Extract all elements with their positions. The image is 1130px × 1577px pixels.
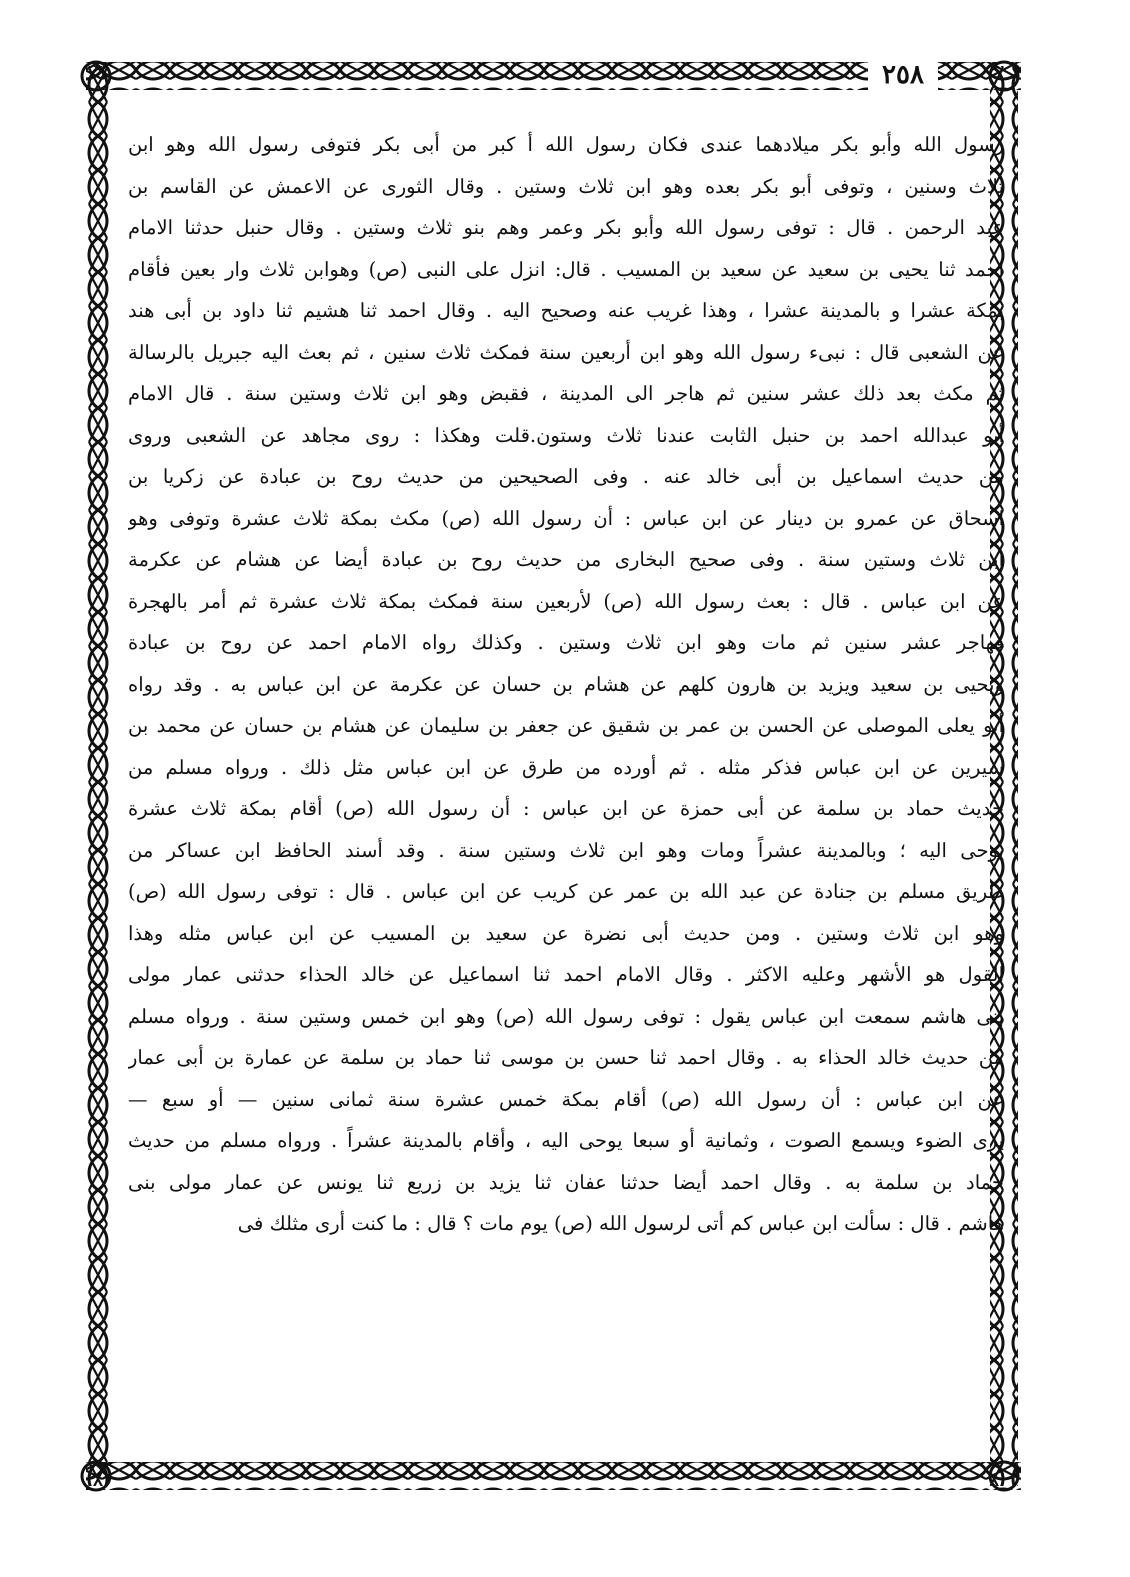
text-line: احمد ثنا يحيى بن سعيد عن سعيد بن المسيب . قال: انزل على النبى (ص) وهوابن ثلاث وار بعين فأقام [128,257,1004,281]
text-line: سيرين عن ابن عباس فذكر مثله . ثم أورده من طرق عن ابن عباس مثل ذلك . ورواه مسلم من [128,755,1004,779]
text-line: فهاجر عشر سنين ثم مات وهو ابن ثلاث وستين . وكذلك رواه الامام احمد عن روح بن عبادة [128,631,1004,654]
text-line: القول هو الأشهر وعليه الاكثر . وقال الامام احمد ثنا اسماعيل عن خالد الحذاء حدثنى عمار مولى [128,963,1004,986]
text-line: بنى هاشم سمعت ابن عباس يقول : توفى رسول الله (ص) وهو ابن خمس وستين سنة . ورواه مسلم [128,1004,1004,1028]
text-line: ثم مكث بعد ذلك عشر سنين ثم هاجر الى المدينة ، فقبض وهو ابن ثلاث وستين سنة . قال الامام [128,382,1004,405]
page-number: ٢٥٨ [868,58,938,92]
text-line: حديث حماد بن سلمة عن أبى حمزة عن ابن عباس : أن رسول الله (ص) أقام بمكة ثلاث عشرة [128,797,1004,820]
text-line: من حديث خالد الحذاء به . وقال احمد ثنا حسن بن موسى ثنا حماد بن سلمة عن عمارة بن أبى عمار [128,1046,1004,1069]
text-line: أبو عبدالله احمد بن حنبل الثابت عندنا ثلاث وستون.قلت وهكذا : روى مجاهد عن الشعبى وروى [128,423,1004,447]
text-line: ثلاث وسنين ، وتوفى أبو بكر بعده وهو ابن ثلاث وستين . وقال الثورى عن الاعمش عن القاسم بن [128,174,1004,198]
text-line: عن الشعبى قال : نبىء رسول الله وهو ابن أربعين سنة فمكث ثلاث سنين ، ثم بعث اليه جبريل بالرسالة [128,340,1004,364]
text-line: يرى الضوء ويسمع الصوت ، وثمانية أو سبعا يوحى اليه ، وأقام بالمدينة عشراً . ورواه مسلم من حديث [128,1129,1004,1152]
text-line: عن ابن عباس : أن رسول الله (ص) أقام بمكة خمس عشرة سنة ثمانى سنين — أو سبع — [128,1087,1004,1111]
text-line: طريق مسلم بن جنادة عن عبد الله بن عمر عن كريب عن ابن عباس . قال : توفى رسول الله (ص) [128,880,1004,903]
text-line: بمكة عشرا و بالمدينة عشرا ، وهذا غريب عنه وصحيح اليه . وقال احمد ثنا هشيم ثنا داود بن أبى هند [128,299,1004,322]
text-line: عن ابن عباس . قال : بعث رسول الله (ص) لأربعين سنة فمكث بمكة ثلاث عشرة ثم أمر بالهجرة [128,589,1004,613]
text-line: ابن ثلاث وستين سنة . وفى صحيح البخارى من حديث روح بن عبادة أيضا عن هشام عن عكرمة [128,548,1004,571]
text-line: من حديث اسماعيل بن أبى خالد عنه . وفى الصحيحين من حديث روح بن عبادة عن زكريا بن [128,465,1004,488]
text-line: رسول الله وأبو بكر ميلادهما عندى فكان رسول الله أ كبر من أبى بكر فتوفى رسول الله وهو ابن [128,133,1004,156]
text-line: حماد بن سلمة به . وقال احمد أيضا حدثنا عفان ثنا يزيد بن زريع ثنا يونس عن عمار مولى بنى [128,1170,1004,1194]
body-text [128,124,1004,1245]
text-line: أبو يعلى الموصلى عن الحسن بن عمر بن شقيق عن جعفر بن سليمان عن هشام بن حسان عن محمد بن [128,714,1004,737]
text-line: عبد الرحمن . قال : توفى رسول الله وأبو بكر وعمر وهم بنو ثلاث وستين . وقال حنبل حدثنا الامام [128,216,1004,239]
text-line: ويحيى بن سعيد ويزيد بن هارون كلهم عن هشام بن حسان عن عكرمة عن ابن عباس به . وقد رواه [128,672,1004,696]
text-line: اسحاق عن عمرو بن دينار عن ابن عباس : أن رسول الله (ص) مكث بمكة ثلاث عشرة وتوفى وهو [128,506,1004,530]
text-line: هاشم . قال : سألت ابن عباس كم أتى لرسول الله (ص) يوم مات ؟ قال : ما كنت أرى مثلك فى [237,1212,1004,1235]
text-line: وهو ابن ثلاث وستين . ومن حديث أبى نضرة عن سعيد بن المسيب عن ابن عباس مثله وهذا [128,921,1004,945]
text-line: يوحى اليه ؛ وبالمدينة عشراً ومات وهو ابن ثلاث وستين سنة . وقد أسند الحافظ ابن عساكر من [128,838,1004,862]
